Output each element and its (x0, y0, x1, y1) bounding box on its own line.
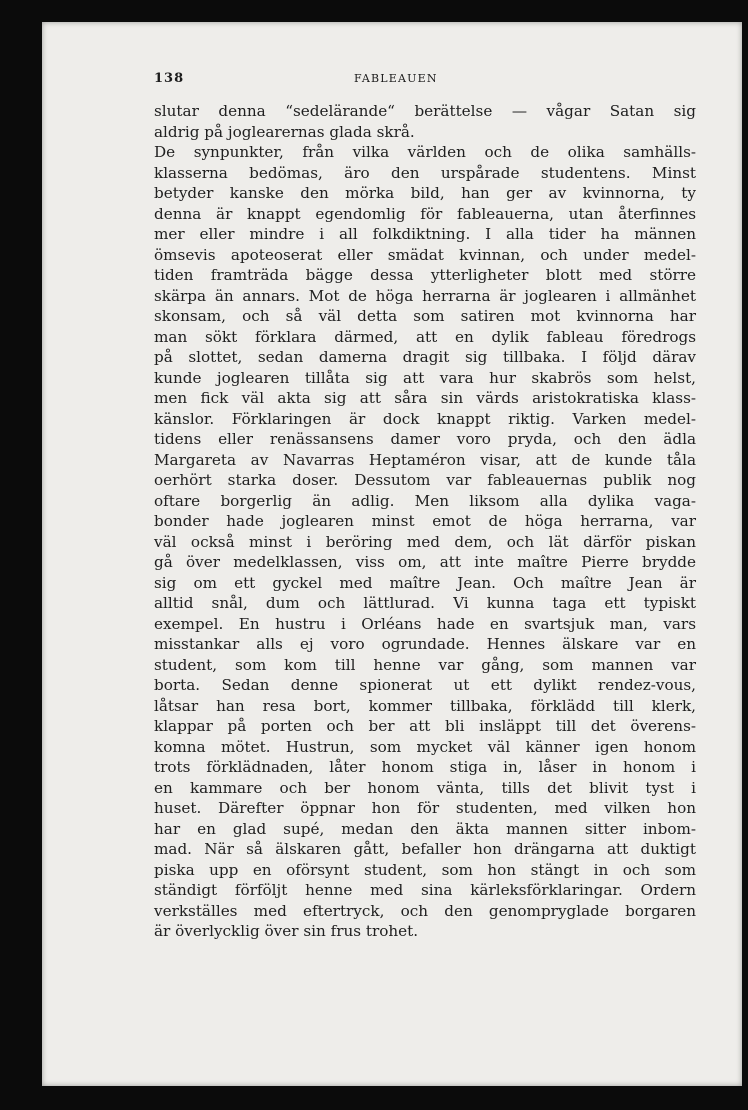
body-text (154, 101, 696, 942)
text-line: sig om ett gyckel med maître Jean. Och maître Jean är (154, 573, 696, 592)
running-head: FABLEAUEN (354, 72, 438, 85)
text-line: alltid snål, dum och lättlurad. Vi kunna taga ett typiskt (154, 594, 696, 612)
text-line: borta. Sedan denne spionerat ut ett dylikt rendez-vous, (154, 676, 696, 694)
text-line: trots förklädnaden, låter honom stiga in, låser in honom i (154, 758, 696, 776)
text-line: De synpunkter, från vilka världen och de olika samhälls- (154, 143, 696, 161)
text-line: oftare borgerlig än adlig. Men liksom alla dylika vaga- (154, 491, 696, 510)
text-line: en kammare och ber honom vänta, tills det blivit tyst i (154, 778, 696, 797)
page-number: 138 (154, 71, 185, 86)
text-line: men fick väl akta sig att såra sin värds aristokratiska klass- (154, 389, 696, 407)
text-line: tidens eller renässansens damer voro pryda, och den ädla (154, 430, 696, 448)
text-line: betyder kanske den mörka bild, han ger av kvinnorna, ty (154, 184, 696, 202)
text-line: verkställes med eftertryck, och den genompryglade borgaren (154, 901, 696, 920)
text-line: skärpa än annars. Mot de höga herrarna är joglearen i allmänhet (154, 286, 696, 305)
text-line: gå över medelklassen, viss om, att inte maître Pierre brydde (154, 553, 696, 571)
text-line: klappar på porten och ber att bli insläppt till det överens- (154, 717, 696, 735)
text-line: mer eller mindre i all folkdiktning. I alla tider ha männen (154, 225, 696, 243)
text-line: skonsam, och så väl detta som satiren mot kvinnorna har (154, 307, 696, 325)
text-line: bonder hade joglearen minst emot de höga herrarna, var (154, 512, 696, 530)
text-line: väl också minst i beröring med dem, och lät därför piskan (154, 532, 696, 551)
text-line: huset. Därefter öppnar hon för studenten, med vilken hon (154, 799, 696, 817)
page-header (154, 71, 696, 91)
text-line: känslor. Förklaringen är dock knappt riktig. Varken medel- (154, 409, 696, 428)
text-line: man sökt förklara därmed, att en dylik fableau föredrogs (154, 327, 696, 346)
text-line: har en glad supé, medan den äkta mannen sitter inbom- (154, 819, 696, 838)
text-line: student, som kom till henne var gång, som mannen var (154, 655, 696, 674)
text-line: klasserna bedömas, äro den urspårade studentens. Minst (154, 163, 696, 182)
text-line: mad. När så älskaren gått, befaller hon drängarna att duktigt (154, 840, 696, 858)
text-line: låtsar han resa bort, kommer tillbaka, förklädd till klerk, (154, 696, 696, 715)
text-line: Margareta av Navarras Heptaméron visar, att de kunde tåla (154, 450, 696, 469)
text-line: denna är knappt egendomlig för fableauerna, utan återfinnes (154, 204, 696, 223)
text-line: exempel. En hustru i Orléans hade en svartsjuk man, vars (154, 614, 696, 633)
text-line: misstankar alls ej voro ogrundade. Hennes älskare var en (154, 635, 696, 653)
text-line: tiden framträda bägge dessa ytterligheter blott med större (154, 266, 696, 284)
text-line: oerhört starka doser. Dessutom var fableauernas publik nog (154, 471, 696, 489)
text-line: ständigt förföljt henne med sina kärleksförklaringar. Ordern (154, 881, 696, 899)
text-line: aldrig på joglearernas glada skrå. (154, 122, 415, 141)
text-line: är överlycklig över sin frus trohet. (154, 922, 419, 940)
text-line: ömsevis apoteoserat eller smädat kvinnan, och under medel- (154, 245, 696, 264)
text-line: kunde joglearen tillåta sig att vara hur skabrös som helst, (154, 368, 696, 387)
text-line: piska upp en oförsynt student, som hon stängt in och som (154, 860, 696, 879)
text-line: på slottet, sedan damerna dragit sig tillbaka. I följd därav (154, 348, 696, 366)
text-line: komna mötet. Hustrun, som mycket väl känner igen honom (154, 737, 696, 756)
text-line: slutar denna “sedelärande“ berättelse — vågar Satan sig (154, 102, 696, 120)
